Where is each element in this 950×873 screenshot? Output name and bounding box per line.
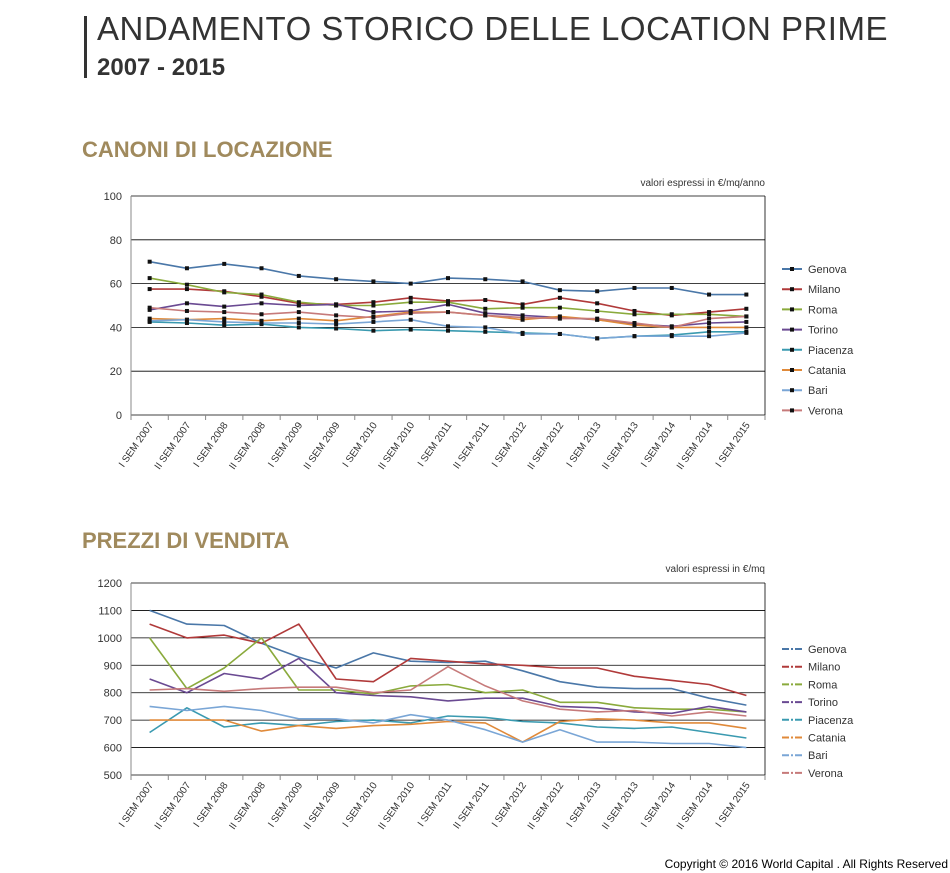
legend-label-canoni: Roma [808,304,838,317]
data-point-canoni-genova [334,277,338,281]
y-tick-label-prezzi: 800 [103,687,122,700]
x-tick-label-canoni: I SEM 2007 [117,420,157,470]
x-tick-label-prezzi: II SEM 2011 [451,780,492,832]
data-point-canoni-roma [371,304,375,308]
legend-label-canoni: Piacenza [808,344,854,357]
data-point-canoni-bari [185,318,189,322]
unit-note-canoni: valori espressi in €/mq/anno [640,178,765,189]
x-tick-label-prezzi: II SEM 2014 [674,780,716,832]
x-tick-label-prezzi: II SEM 2013 [600,780,641,832]
legend-label-prezzi: Milano [808,661,841,674]
x-tick-label-prezzi: I SEM 2007 [117,780,157,830]
y-tick-label-prezzi: 600 [103,742,122,755]
data-point-canoni-verona [297,310,301,314]
page-subtitle: 2007 - 2015 [97,54,226,81]
x-tick-label-canoni: I SEM 2012 [490,420,530,470]
data-point-canoni-bari [707,334,711,338]
data-point-canoni-roma [707,312,711,316]
data-point-canoni-genova [670,286,674,290]
y-tick-label-prezzi: 1100 [98,605,122,618]
x-tick-label-prezzi: I SEM 2009 [266,780,306,830]
legend-marker-canoni [790,368,794,372]
data-point-canoni-bari [483,325,487,329]
data-point-canoni-piacenza [707,330,711,334]
legend-label-prezzi: Piacenza [808,714,854,727]
data-point-canoni-milano [409,296,413,300]
data-point-canoni-torino [334,302,338,306]
data-point-canoni-genova [297,274,301,278]
legend-label-canoni: Milano [808,284,841,297]
legend-label-canoni: Verona [808,405,843,418]
x-tick-label-prezzi: I SEM 2011 [415,780,455,829]
x-tick-label-prezzi: II SEM 2012 [525,780,567,832]
x-tick-label-canoni: I SEM 2008 [191,420,231,470]
legend-label-canoni: Torino [808,324,838,337]
data-point-canoni-roma [521,306,525,310]
data-point-canoni-genova [260,266,264,270]
data-point-canoni-milano [595,301,599,305]
x-tick-label-canoni: II SEM 2011 [451,420,492,472]
data-point-canoni-verona [148,306,152,310]
data-point-canoni-genova [744,293,748,297]
data-point-canoni-torino [222,305,226,309]
y-tick-label-prezzi: 700 [103,715,122,728]
x-tick-label-prezzi: I SEM 2012 [490,780,530,830]
x-tick-label-canoni: I SEM 2009 [266,420,306,470]
data-point-canoni-milano [185,287,189,291]
x-tick-label-prezzi: I SEM 2010 [340,780,380,830]
data-point-canoni-bari [371,320,375,324]
chart-title-prezzi-prefix: PREZZI DI [82,528,195,553]
x-tick-label-prezzi: II SEM 2007 [152,780,194,832]
data-point-canoni-bari [409,318,413,322]
legend-label-prezzi: Verona [808,767,843,780]
data-point-canoni-genova [483,277,487,281]
data-point-canoni-catania [744,325,748,329]
y-tick-label-canoni: 100 [103,191,122,203]
data-point-canoni-roma [558,306,562,310]
data-point-canoni-bari [670,334,674,338]
data-point-canoni-torino [371,310,375,314]
data-point-canoni-torino [297,304,301,308]
data-point-canoni-roma [632,312,636,316]
data-point-canoni-roma [148,276,152,280]
y-tick-label-prezzi: 1200 [97,578,122,590]
data-point-canoni-torino [260,301,264,305]
x-tick-label-canoni: I SEM 2015 [713,420,753,470]
data-point-canoni-milano [744,307,748,311]
data-point-canoni-verona [185,309,189,313]
data-point-canoni-bari [744,331,748,335]
data-point-canoni-bari [148,319,152,323]
x-tick-label-prezzi: I SEM 2015 [713,780,753,830]
x-tick-label-canoni: II SEM 2012 [525,420,567,472]
legend-marker-canoni [790,388,794,392]
data-point-canoni-piacenza [297,325,301,329]
series-line-prezzi-catania [150,719,747,742]
legend-label-prezzi: Torino [808,697,838,710]
data-point-canoni-genova [148,260,152,264]
data-point-canoni-torino [707,321,711,325]
data-point-canoni-roma [185,283,189,287]
data-point-canoni-verona [371,316,375,320]
legend-label-canoni: Genova [808,264,847,276]
legend-label-prezzi: Bari [808,750,828,763]
data-point-canoni-verona [260,312,264,316]
data-point-canoni-milano [558,296,562,300]
y-tick-label-prezzi: 900 [103,660,122,673]
data-point-canoni-catania [707,325,711,329]
legend-marker-canoni [790,328,794,332]
data-point-canoni-bari [521,332,525,336]
data-point-canoni-bari [334,322,338,326]
data-point-canoni-bari [297,321,301,325]
data-point-canoni-genova [371,279,375,283]
x-tick-label-canoni: II SEM 2008 [227,420,268,472]
unit-note-prezzi: valori espressi in €/mq [665,564,765,575]
chart-title-canoni-prefix: CANONI DI [82,137,203,162]
data-point-canoni-genova [632,286,636,290]
data-point-canoni-genova [707,293,711,297]
data-point-canoni-bari [446,324,450,328]
data-point-canoni-genova [409,282,413,286]
legend-marker-canoni [790,307,794,311]
y-tick-label-canoni: 40 [109,322,122,335]
data-point-canoni-verona [409,311,413,315]
data-point-canoni-roma [222,290,226,294]
chart-title-canoni-bold: LOCAZIONE [203,137,333,162]
data-point-canoni-catania [297,317,301,321]
data-point-canoni-piacenza [409,328,413,332]
data-point-canoni-bari [558,332,562,336]
legend-label-prezzi: Genova [808,644,847,656]
x-tick-label-canoni: II SEM 2009 [301,420,343,472]
x-tick-label-prezzi: I SEM 2008 [191,780,231,830]
data-point-canoni-roma [483,307,487,311]
data-point-canoni-torino [446,302,450,306]
legend-marker-canoni [790,287,794,291]
legend-label-prezzi: Roma [808,679,838,692]
legend-marker-canoni [790,267,794,271]
legend-marker-canoni [790,348,794,352]
data-point-canoni-verona [483,313,487,317]
data-point-canoni-torino [744,320,748,324]
x-tick-label-canoni: II SEM 2007 [152,420,194,472]
data-point-canoni-genova [595,289,599,293]
data-point-canoni-bari [260,321,264,325]
x-tick-label-prezzi: II SEM 2008 [227,780,268,832]
legend-marker-canoni [790,408,794,412]
x-tick-label-prezzi: I SEM 2014 [639,780,679,830]
x-tick-label-canoni: I SEM 2014 [639,420,679,470]
data-point-canoni-verona [632,321,636,325]
data-point-canoni-verona [446,310,450,314]
y-tick-label-canoni: 60 [109,278,122,291]
data-point-canoni-genova [185,266,189,270]
data-point-canoni-torino [185,301,189,305]
x-tick-label-canoni: I SEM 2011 [415,420,455,469]
data-point-canoni-verona [222,310,226,314]
y-tick-label-prezzi: 1000 [97,632,122,645]
x-tick-label-canoni: I SEM 2013 [564,420,604,470]
data-point-canoni-genova [222,262,226,266]
x-tick-label-canoni: II SEM 2014 [674,420,716,472]
chart-title-prezzi-bold: VENDITA [194,528,290,553]
legend-label-canoni: Bari [808,385,828,398]
data-point-canoni-verona [707,317,711,321]
legend-label-canoni: Catania [808,365,846,377]
legend-label-prezzi: Catania [808,732,846,745]
data-point-canoni-bari [632,334,636,338]
data-point-canoni-verona [670,325,674,329]
data-point-canoni-roma [260,293,264,297]
data-point-canoni-piacenza [334,326,338,330]
x-tick-label-prezzi: II SEM 2009 [301,780,343,832]
data-point-canoni-genova [446,276,450,280]
data-point-canoni-genova [521,279,525,283]
copyright-notice: Copyright © 2016 World Capital . All Rights Reserved [664,857,948,871]
data-point-canoni-bari [595,336,599,340]
data-point-canoni-milano [483,298,487,302]
data-point-canoni-roma [595,309,599,313]
y-tick-label-canoni: 80 [109,234,122,247]
y-tick-label-canoni: 0 [115,410,122,422]
data-point-canoni-roma [409,300,413,304]
data-point-canoni-genova [558,288,562,292]
page-title: ANDAMENTO STORICO DELLE LOCATION PRIME [97,10,888,47]
data-point-canoni-roma [670,312,674,316]
x-tick-label-canoni: I SEM 2010 [340,420,380,470]
data-point-canoni-piacenza [483,330,487,334]
y-tick-label-prezzi: 500 [103,770,122,782]
data-point-canoni-verona [334,313,338,317]
data-point-canoni-verona [558,317,562,321]
data-point-canoni-verona [595,317,599,321]
x-tick-label-prezzi: I SEM 2013 [564,780,604,830]
y-tick-label-canoni: 20 [109,366,122,379]
data-point-canoni-milano [148,287,152,291]
x-tick-label-canoni: II SEM 2013 [600,420,641,472]
data-point-canoni-piacenza [371,329,375,333]
x-tick-label-prezzi: II SEM 2010 [376,780,418,832]
data-point-canoni-verona [744,314,748,318]
x-tick-label-canoni: II SEM 2010 [376,420,418,472]
data-point-canoni-piacenza [446,329,450,333]
data-point-canoni-verona [521,316,525,320]
data-point-canoni-bari [222,320,226,324]
